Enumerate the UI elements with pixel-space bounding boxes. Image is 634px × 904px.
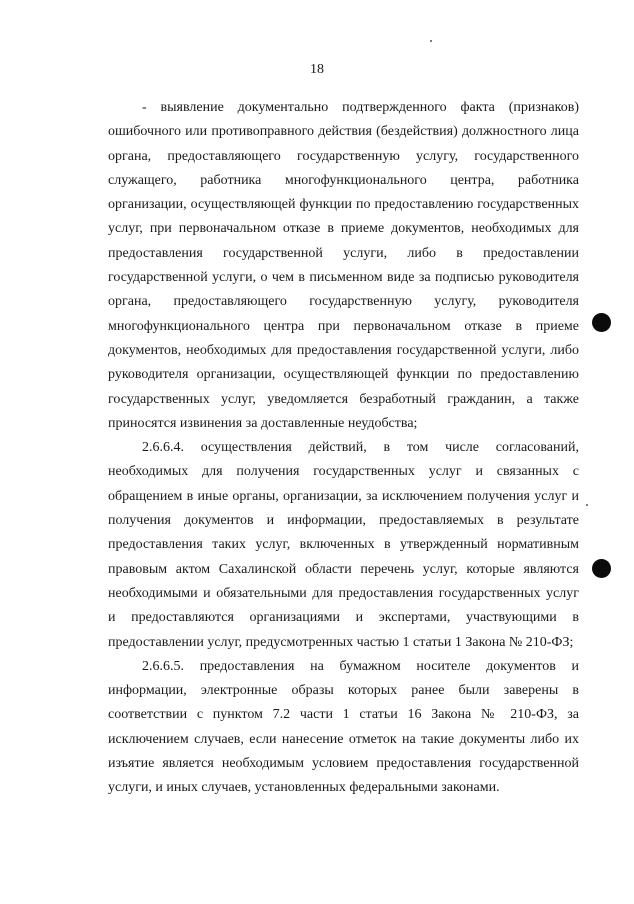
text-line: служащего, работника многофункционального центра, работника <box>108 172 579 188</box>
text-line: соответствии с пунктом 7.2 части 1 статьи 16 Закона № 210-ФЗ, за <box>108 707 579 723</box>
text-line: документов, необходимых для предоставления государственной услуги, либо <box>108 342 579 358</box>
paragraph <box>108 96 579 436</box>
text-line: 2.6.6.5. предоставления на бумажном носителе документов и <box>142 658 579 674</box>
punch-hole <box>592 313 611 332</box>
text-line: услуги, и иных случаев, установленных федеральными законами. <box>108 780 500 796</box>
text-line: предоставления таких услуг, включенных в утвержденный нормативным <box>108 537 579 553</box>
text-line: предоставления государственной услуги, либо в предоставлении <box>108 245 579 261</box>
text-line: государственной услуги, о чем в письменном виде за подписью руководителя <box>108 270 579 286</box>
text-line: услуг, при первоначальном отказе в приеме документов, необходимых для <box>108 221 579 237</box>
text-line: изъятие является необходимым условием предоставления государственной <box>108 756 579 772</box>
text-line: организации, осуществляющей функции по предоставлению государственных <box>108 197 579 213</box>
page-number: 18 <box>310 62 324 77</box>
text-line: ошибочного или противоправного действия (бездействия) должностного лица <box>108 124 579 140</box>
text-line: - выявление документально подтвержденного факта (признаков) <box>142 100 579 115</box>
text-line: и предоставляются организациями и экспертами, участвующими в <box>108 610 579 626</box>
text-line: органа, предоставляющего государственную услугу, государственного <box>108 148 579 164</box>
text-line: многофункционального центра при первоначальном отказе в приеме <box>108 318 579 334</box>
document-body <box>108 96 579 801</box>
text-line: 2.6.6.4. осуществления действий, в том числе согласований, <box>142 440 579 456</box>
text-line: обращением в иные органы, организации, за исключением получения услуг и <box>108 488 579 504</box>
text-line: необходимыми и обязательными для предоставления государственных услуг <box>108 585 579 601</box>
text-line: предоставлении услуг, предусмотренных частью 1 статьи 1 Закона № 210-ФЗ; <box>108 634 574 650</box>
scan-speck <box>586 504 588 506</box>
text-line: необходимых для получения государственных услуг и связанных с <box>108 464 579 480</box>
text-line: органа, предоставляющего государственную услугу, руководителя <box>108 294 579 310</box>
text-line: получения документов и информации, предоставляемых в результате <box>108 513 579 529</box>
text-line: правовым актом Сахалинской области перечень услуг, которые являются <box>108 561 579 577</box>
text-line: руководителя организации, осуществляющей функции по предоставлению <box>108 367 579 383</box>
text-line: исключением случаев, если нанесение отметок на такие документы либо их <box>108 731 579 747</box>
paragraph <box>108 436 579 655</box>
text-line: информации, электронные образы которых ранее были заверены в <box>108 683 579 699</box>
text-line: приносятся извинения за доставленные неудобства; <box>108 415 418 431</box>
text-line: государственных услуг, уведомляется безработный гражданин, а также <box>108 391 579 407</box>
punch-hole <box>592 559 611 578</box>
scan-speck <box>430 40 432 42</box>
paragraph <box>108 655 579 801</box>
